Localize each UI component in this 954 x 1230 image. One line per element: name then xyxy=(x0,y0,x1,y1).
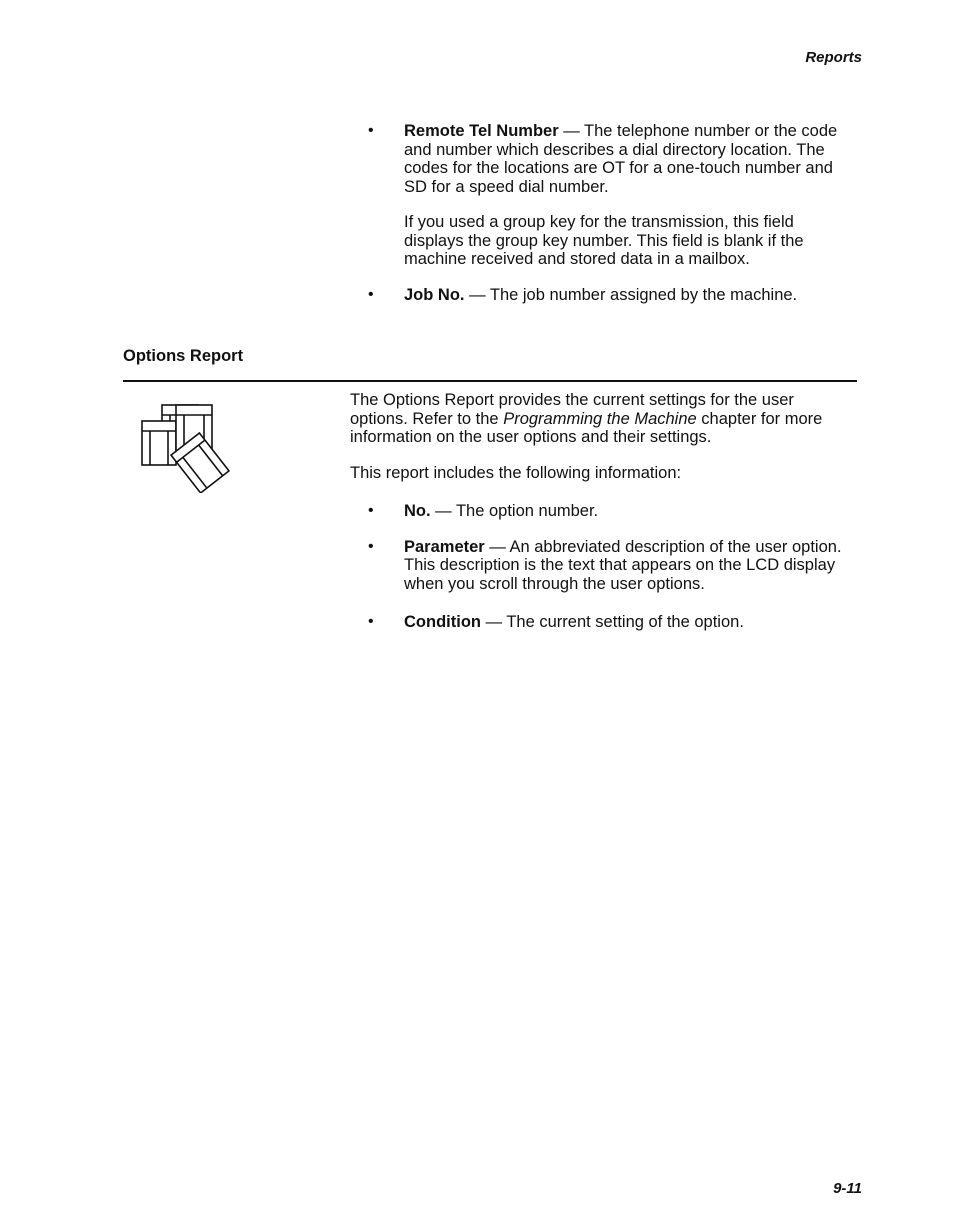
report-pages-icon xyxy=(138,401,234,493)
list-item-condition xyxy=(350,613,855,632)
item-desc: — The telephone number or the code and number which describes a dial directory location. The codes for the locations are OT for a one-touch number and SD for a speed dial number. xyxy=(404,122,838,196)
running-head: Reports xyxy=(805,49,862,66)
bullet-icon: • xyxy=(368,285,374,303)
item-term: No. xyxy=(404,502,431,520)
field-list-continued xyxy=(350,122,855,304)
item-term: Parameter xyxy=(404,537,485,556)
list-item-remote-tel xyxy=(350,122,855,269)
item-desc: — The job number assigned by the machine. xyxy=(464,285,798,304)
bullet-icon: • xyxy=(368,613,374,630)
item-desc: — The option number. xyxy=(430,502,599,520)
includes-line: This report includes the following information: xyxy=(350,463,682,482)
item-desc: — The current setting of the option. xyxy=(480,613,744,631)
page-number: 9-11 xyxy=(833,1180,862,1197)
bullet-icon: • xyxy=(368,537,374,555)
item-term: Condition xyxy=(404,613,481,631)
list-item-no xyxy=(350,502,855,521)
bullet-icon: • xyxy=(368,502,374,519)
list-item-parameter xyxy=(350,538,855,594)
intro-text-end: chapter for more information on the user options and their settings. xyxy=(350,409,823,446)
item-term: Remote Tel Number xyxy=(404,122,559,140)
bullet-icon: • xyxy=(368,122,374,139)
list-item-job-no xyxy=(350,286,855,305)
section-divider xyxy=(123,380,857,382)
options-report-body xyxy=(350,391,855,632)
chapter-reference: Programming the Machine xyxy=(503,409,697,428)
item-desc: — An abbreviated description of the user option. This description is the text that appears on the LCD display when you scroll through the user options. xyxy=(404,537,842,593)
item-note: If you used a group key for the transmission, this field displays the group key number. This field is blank if the machine received and stored data in a mailbox. xyxy=(404,213,804,268)
intro-text: The Options Report provides the current settings for the user options. Refer to the xyxy=(350,391,794,428)
item-term: Job No. xyxy=(404,285,465,304)
section-heading: Options Report xyxy=(123,347,244,365)
intro-paragraph xyxy=(350,391,855,447)
